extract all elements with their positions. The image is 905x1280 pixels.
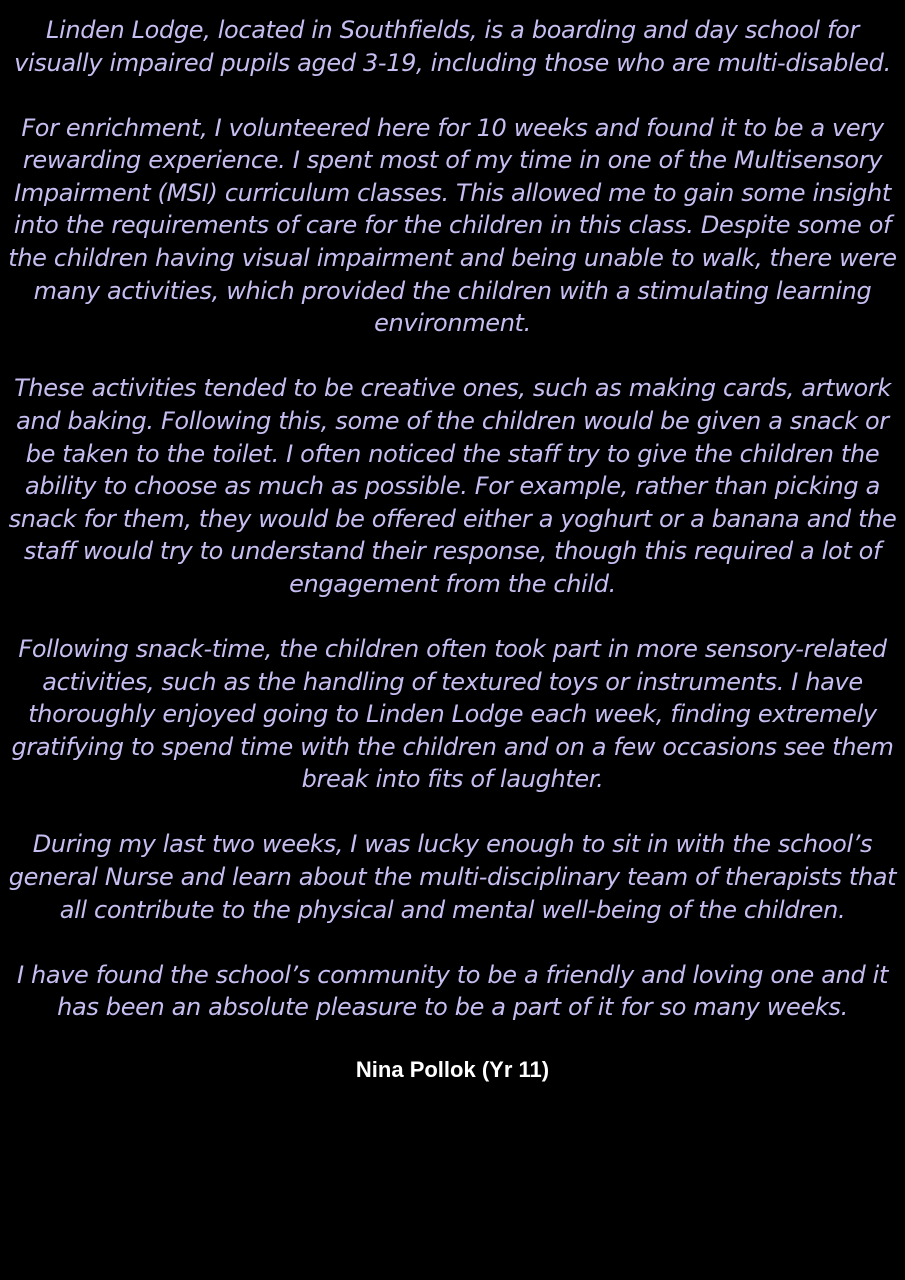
paragraph-snack-time: Following snack-time, the children often took part in more sensory-related activities, such as the handling of textured toys or instruments. I have thoroughly enjoyed going to Linden Lodge each week, finding extremely gratifying to spend time with the children and on a few occasions see them break into fits of laughter. — [11, 635, 894, 794]
author-signature: Nina Pollok (Yr 11) — [355, 1057, 550, 1083]
paragraph-enrichment: For enrichment, I volunteered here for 10 weeks and found it to be a very rewarding experience. I spent most of my time in one of the Multisensory Impairment (MSI) curriculum classes. This allowed me to gain some insight into the requirements of care for the children in this class. Despite some of the children having visual impairment and being unable to walk, there were many activities, which provided the children with a stimulating learning environment. — [8, 113, 897, 338]
paragraph-intro: Linden Lodge, located in Southfields, is a boarding and day school for visually impaired pupils aged 3-19, including those who are multi-disabled. — [14, 16, 891, 77]
paragraph-community: I have found the school’s community to be a friendly and loving one and it has been an absolute pleasure to be a part of it for so many weeks. — [16, 960, 889, 1022]
paragraph-activities: These activities tended to be creative ones, such as making cards, artwork and baking. Following this, some of the children would be given a snack or be taken to the toilet. I often noticed the staff try to give the children the ability to choose as much as possible. For example, rather than picking a snack for them, they would be offered either a yoghurt or a banana and the staff would try to understand their response, though this required a lot of engagement from the child. — [8, 374, 897, 598]
paragraph-nurse: During my last two weeks, I was lucky enough to sit in with the school’s general Nurse and learn about the multi-disciplinary team of therapists that all contribute to the physical and mental well-being of the children. — [8, 830, 897, 924]
